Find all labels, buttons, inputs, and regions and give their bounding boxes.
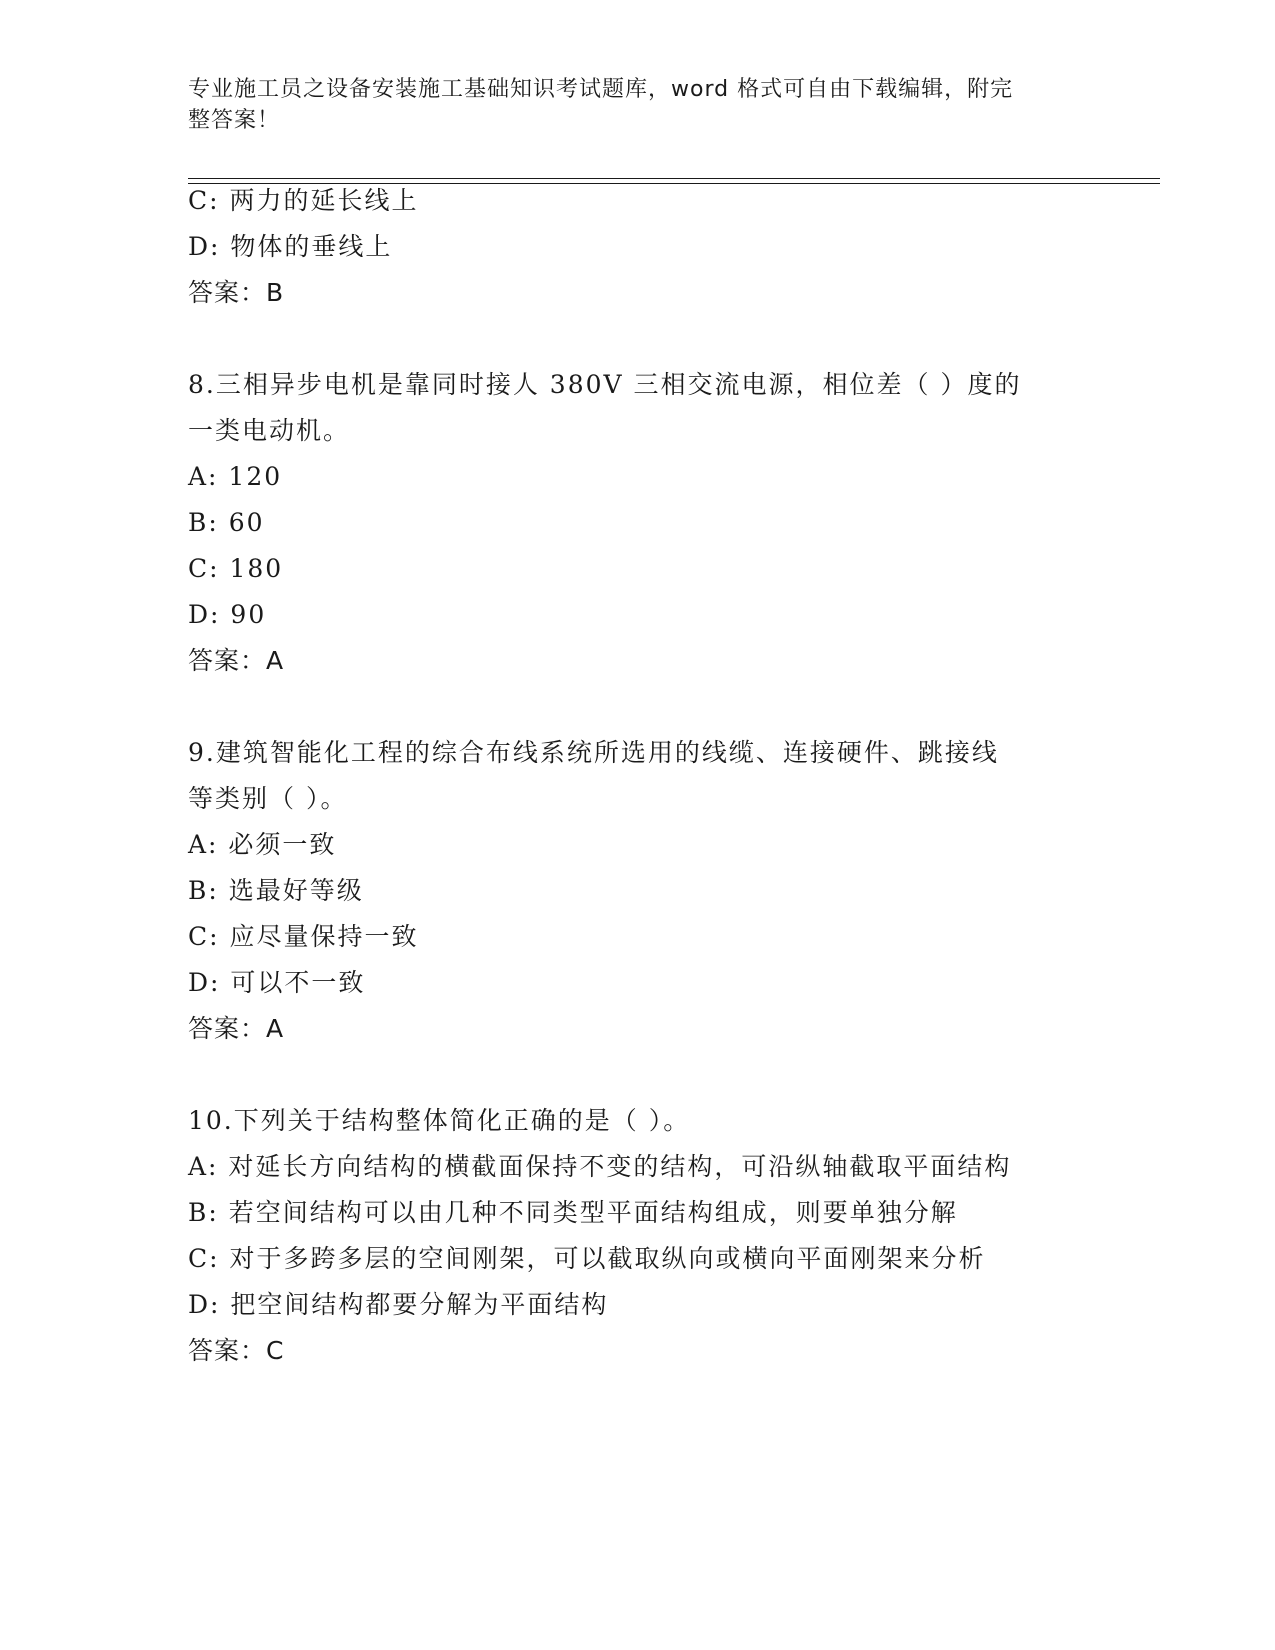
option-b: B: 60 [188,508,265,537]
option-d: D: 把空间结构都要分解为平面结构 [188,1290,609,1319]
question-10 [188,1098,1088,1374]
document-header [188,74,1068,136]
question-stem: 8.三相异步电机是靠同时接人 380V 三相交流电源，相位差（ ）度的 [188,370,1022,399]
option-a: A: 对延长方向结构的横截面保持不变的结构，可沿纵轴截取平面结构 [188,1152,1012,1181]
question-stem: 10.下列关于结构整体简化正确的是（ ）。 [188,1106,691,1135]
option-d: D: 物体的垂线上 [188,232,393,261]
option-c: C: 180 [188,554,284,583]
question-8 [188,362,1088,684]
option-b: B: 若空间结构可以由几种不同类型平面结构组成，则要单独分解 [188,1198,958,1227]
answer-line: 答案：A [188,1014,285,1043]
question-9 [188,730,1088,1052]
option-a: A: 120 [188,462,283,491]
option-b: B: 选最好等级 [188,876,364,905]
option-c: C: 两力的延长线上 [188,186,419,215]
header-title-line-1: 专业施工员之设备安装施工基础知识考试题库，word 格式可自由下载编辑，附完 [188,77,1014,102]
option-c: C: 应尽量保持一致 [188,922,419,951]
question-stem: 一类电动机。 [188,416,351,445]
answer-line: 答案：A [188,646,285,675]
answer-line: 答案：B [188,278,285,307]
option-a: A: 必须一致 [188,830,337,859]
question-list [188,178,1088,1374]
question-stem: 等类别（ ）。 [188,784,348,813]
option-d: D: 可以不一致 [188,968,366,997]
header-title-line-2: 整答案！ [188,108,281,133]
option-d: D: 90 [188,600,267,629]
option-c: C: 对于多跨多层的空间刚架，可以截取纵向或横向平面刚架来分析 [188,1244,986,1273]
question-stem: 9.建筑智能化工程的综合布线系统所选用的线缆、连接硬件、跳接线 [188,738,999,767]
answer-line: 答案：C [188,1336,285,1365]
